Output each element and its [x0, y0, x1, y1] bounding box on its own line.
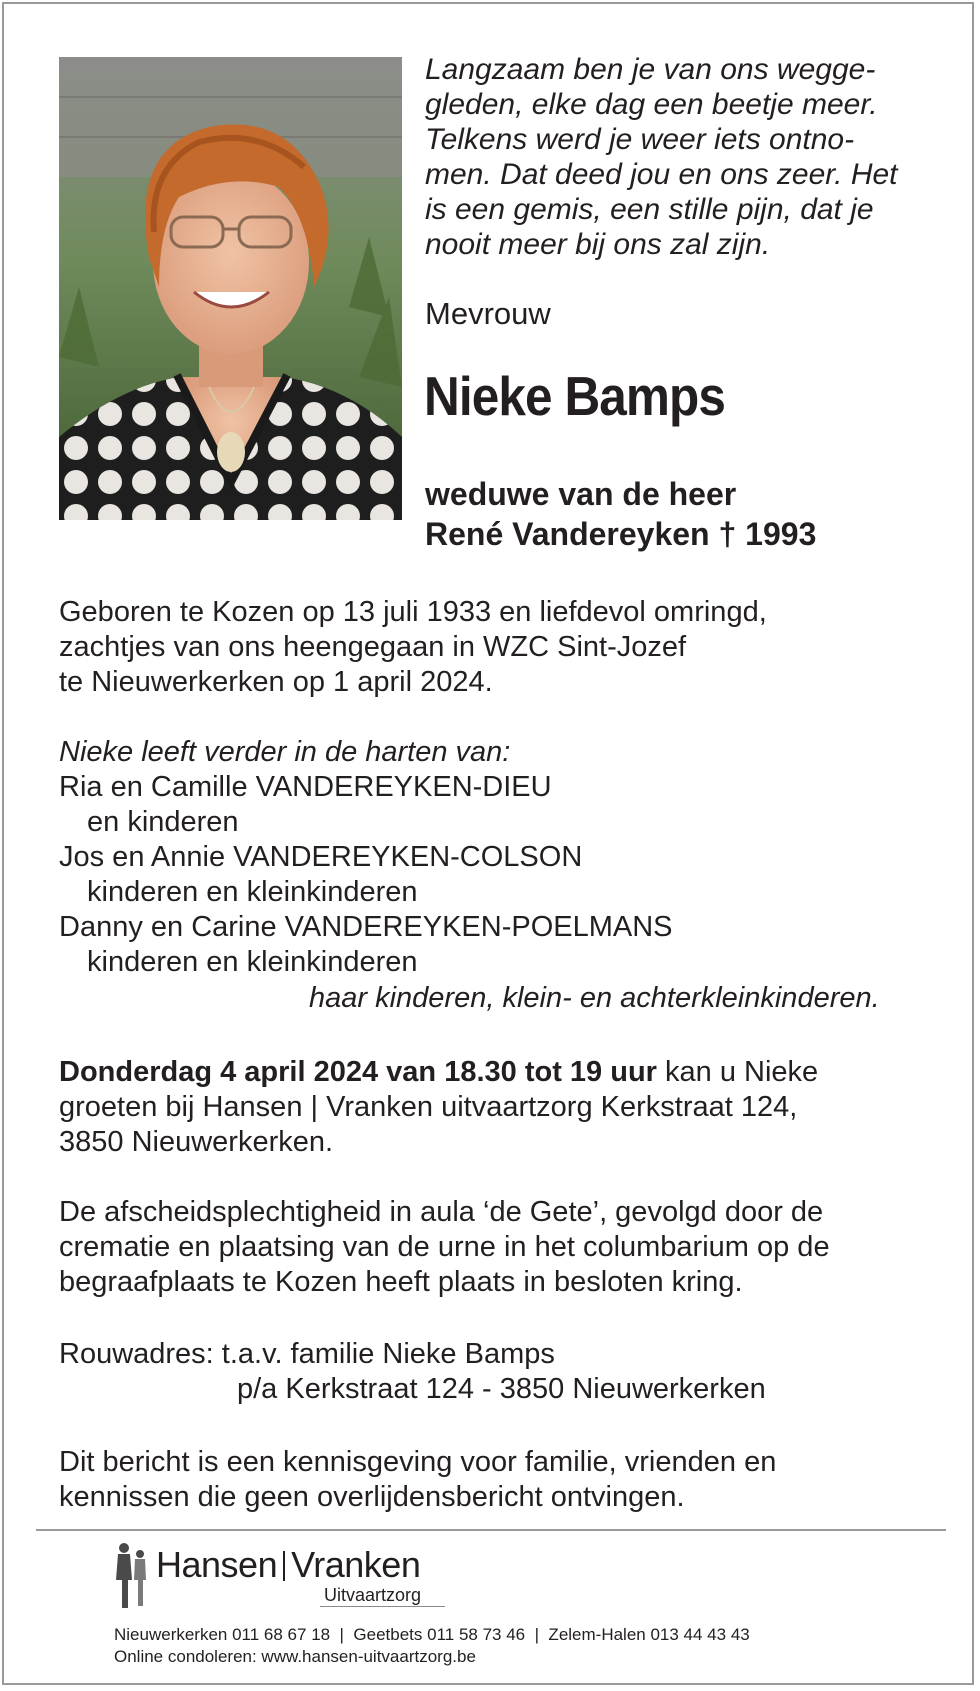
family-member-names: Ria en Camille VANDEREYKEN-DIEU	[59, 771, 552, 803]
birth-death-info	[59, 595, 767, 700]
address-line: p/a Kerkstraat 124 - 3850 Nieuwerkerken	[237, 1373, 766, 1405]
widow-line: René Vandereyken † 1993	[425, 516, 817, 552]
grandchildren-line: haar kinderen, klein- en achterkleinkinderen.	[309, 982, 880, 1014]
notice-line: kennissen die geen overlijdensbericht ontvingen.	[59, 1481, 685, 1513]
logo-wordmark	[156, 1544, 420, 1586]
visit-text: kan u Nieke	[656, 1056, 819, 1088]
poem-line: Langzaam ben je van ons wegge-	[425, 53, 876, 86]
visit-line	[59, 1055, 818, 1090]
family-member-names: Jos en Annie VANDEREYKEN-COLSON	[59, 841, 583, 873]
notice-text	[59, 1445, 776, 1515]
poem-line: Telkens werd je weer iets ontno-	[425, 123, 855, 156]
birth-line: zachtjes van ons heengegaan in WZC Sint-Jozef	[59, 631, 687, 663]
divider	[36, 1529, 946, 1531]
honorific: Mevrouw	[425, 296, 551, 331]
mourning-address	[59, 1337, 766, 1407]
ceremony-line: De afscheidsplechtigheid in aula ‘de Gete’, gevolgd door de	[59, 1196, 824, 1228]
family-list	[59, 735, 673, 980]
logo-separator	[283, 1551, 285, 1581]
figures-icon	[110, 1540, 158, 1610]
ceremony-line: crematie en plaatsing van de urne in het columbarium op de	[59, 1231, 830, 1263]
poem-line: gleden, elke dag een beetje meer.	[425, 88, 878, 121]
logo-subtitle: Uitvaartzorg	[324, 1585, 422, 1605]
visit-date: Donderdag 4 april 2024 van 18.30 tot 19 uur	[59, 1056, 657, 1088]
family-member-descendants: kinderen en kleinkinderen	[87, 946, 418, 978]
birth-line: te Nieuwerkerken op 1 april 2024.	[59, 666, 493, 698]
portrait-photo	[59, 57, 402, 520]
contact-phones: Nieuwerkerken 011 68 67 18 | Geetbets 011 58 73 46 | Zelem-Halen 013 44 43 43	[114, 1625, 750, 1644]
family-member-names: Danny en Carine VANDEREYKEN-POELMANS	[59, 911, 673, 943]
visit-line: groeten bij Hansen | Vranken uitvaartzorg Kerkstraat 124,	[59, 1091, 798, 1123]
family-intro: Nieke leeft verder in de harten van:	[59, 736, 511, 768]
notice-line: Dit bericht is een kennisgeving voor familie, vrienden en	[59, 1446, 777, 1478]
widow-line: weduwe van de heer	[425, 476, 737, 512]
poem-line: men. Dat deed jou en ons zeer. Het	[425, 158, 898, 191]
deceased-name: Nieke Bamps	[424, 365, 726, 427]
family-member-descendants: en kinderen	[87, 806, 239, 838]
logo-name-left: Hansen	[156, 1544, 278, 1585]
poem-line: nooit meer bij ons zal zijn.	[425, 228, 771, 261]
contact-info	[114, 1624, 750, 1668]
ceremony-info	[59, 1195, 830, 1300]
widow-info	[425, 474, 816, 554]
visitation-info	[59, 1055, 818, 1160]
logo-underline	[320, 1606, 445, 1607]
birth-line: Geboren te Kozen op 13 juli 1933 en liefdevol omringd,	[59, 596, 767, 628]
logo-name-right: Vranken	[291, 1544, 421, 1585]
contact-online: Online condoleren: www.hansen-uitvaartzorg.be	[114, 1647, 476, 1666]
portrait-image	[59, 57, 402, 520]
visit-line: 3850 Nieuwerkerken.	[59, 1126, 334, 1158]
poem-line: is een gemis, een stille pijn, dat je	[425, 193, 874, 226]
poem	[425, 52, 945, 262]
family-member-descendants: kinderen en kleinkinderen	[87, 876, 418, 908]
funeral-home-logo	[110, 1538, 450, 1618]
ceremony-line: begraafplaats te Kozen heeft plaats in besloten kring.	[59, 1266, 743, 1298]
address-line: Rouwadres: t.a.v. familie Nieke Bamps	[59, 1338, 555, 1370]
